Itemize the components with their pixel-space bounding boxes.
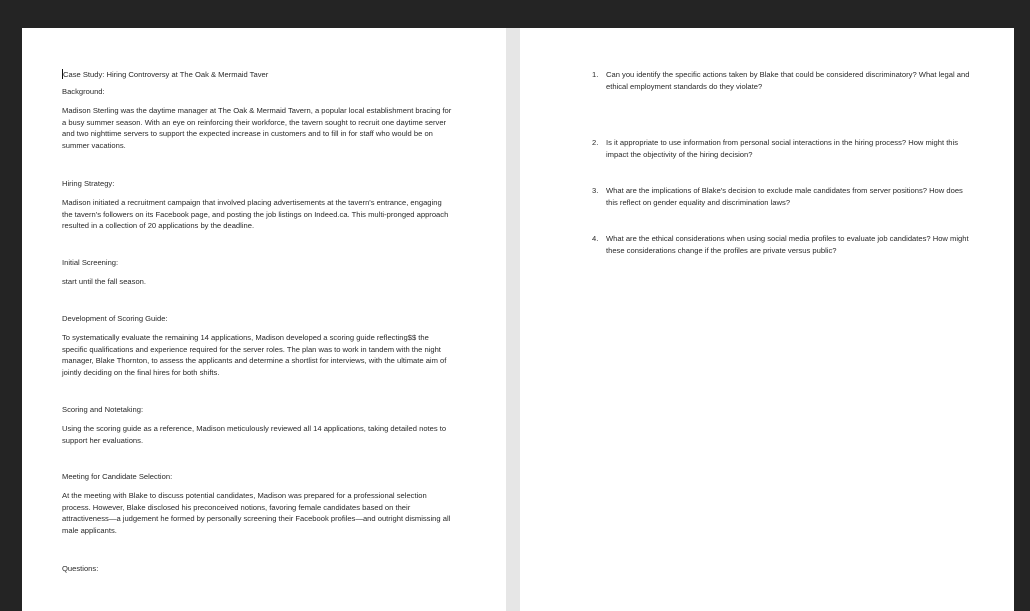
section-heading-scoring-notetaking: Scoring and Notetaking: — [62, 405, 144, 414]
section-text-scoring-guide: To systematically evaluate the remaining 14 applications, Madison developed a scoring guide reflecting$$ the specific qualifications and experience required for the server roles. The plan was to work in tandem with the night manager, Blake Thornton, to assess the applicants and determine a shortlist for interviews, with the ultimate aim of jointly deciding on the final hires for both shifts. — [62, 333, 447, 377]
section-heading-scoring-guide: Development of Scoring Guide: — [62, 314, 168, 323]
section-text-hiring-strategy: Madison initiated a recruitment campaign that involved placing advertisements at the tavern's entrance, engaging the tavern's followers on its Facebook page, and posting the job listings on Indeed.ca. This multi-pronged approach resulted in a collection of 20 applications by the deadline. — [62, 198, 449, 231]
page-left[interactable] — [22, 28, 506, 611]
question-number: 4. — [592, 234, 599, 243]
section-heading-background: Background: — [62, 87, 105, 96]
page-right[interactable] — [520, 28, 1014, 611]
page-gutter — [506, 28, 520, 611]
section-text-meeting: At the meeting with Blake to discuss potential candidates, Madison was prepared for a professional selection process. However, Blake disclosed his preconceived notions, favoring female candidates based on their attractiveness—a judgement he formed by personally screening their Facebook profiles—and outright dismissing all male applicants. — [62, 491, 451, 535]
question-text: What are the ethical considerations when using social media profiles to evaluate job candidates? How might these considerations change if the profiles are private versus public? — [606, 234, 969, 255]
question-text: Can you identify the specific actions taken by Blake that could be considered discriminatory? What legal and ethical employment standards do they violate? — [606, 70, 970, 91]
document-title: Case Study: Hiring Controversy at The Oak & Mermaid Taver — [63, 70, 269, 79]
section-heading-hiring-strategy: Hiring Strategy: — [62, 179, 115, 188]
section-text-background: Madison Sterling was the daytime manager at The Oak & Mermaid Tavern, a popular local establishment bracing for a busy summer season. With an eye on reinforcing their workforce, the tavern sought to recruit one daytime server and two nighttime servers to support the expected increase in customers and to fill in for staff who would be on summer vacations. — [62, 106, 452, 150]
question-number: 1. — [592, 70, 599, 79]
section-heading-questions: Questions: — [62, 564, 99, 573]
question-number: 3. — [592, 186, 599, 195]
question-number: 2. — [592, 138, 599, 147]
question-text: What are the implications of Blake's decision to exclude male candidates from server positions? How does this reflect on gender equality and discrimination laws? — [606, 186, 963, 207]
question-text: Is it appropriate to use information from personal social interactions in the hiring process? How might this impact the objectivity of the hiring decision? — [606, 138, 959, 159]
section-text-scoring-notetaking: Using the scoring guide as a reference, Madison meticulously reviewed all 14 applications, taking detailed notes to support her evaluations. — [62, 424, 447, 445]
section-text-initial-screening: start until the fall season. — [62, 277, 146, 286]
section-heading-meeting: Meeting for Candidate Selection: — [62, 472, 173, 481]
section-heading-initial-screening: Initial Screening: — [62, 258, 119, 267]
